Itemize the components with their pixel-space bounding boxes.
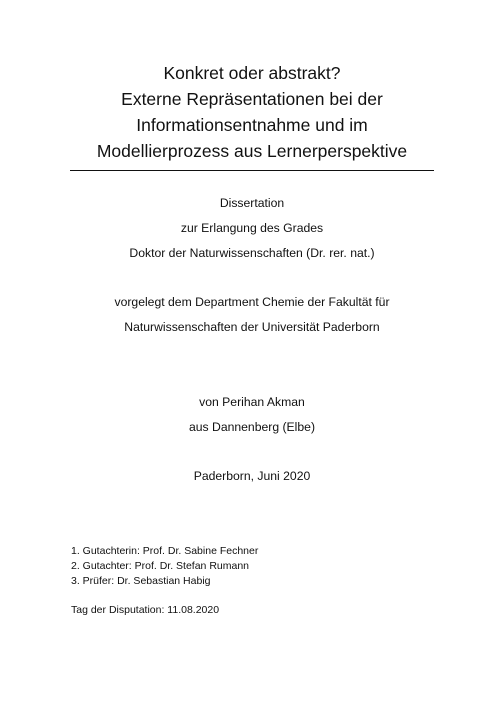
- reviewer-1: 1. Gutachterin: Prof. Dr. Sabine Fechner: [71, 545, 259, 557]
- author-origin: aus Dannenberg (Elbe): [188, 420, 316, 434]
- degree-name: Doktor der Naturwissenschaften (Dr. rer. nat.): [129, 246, 375, 260]
- title-line-3: Informationsentnahme und im: [136, 115, 368, 135]
- title-divider: [70, 170, 434, 171]
- title-line-1: Konkret oder abstrakt?: [163, 63, 341, 83]
- disputation-date: Tag der Disputation: 11.08.2020: [71, 604, 220, 616]
- reviewer-2: 2. Gutachter: Prof. Dr. Stefan Rumann: [71, 560, 250, 572]
- submission-line-1: vorgelegt dem Department Chemie der Fakultät für: [114, 295, 390, 309]
- submission-line-2: Naturwissenschaften der Universität Paderborn: [124, 320, 380, 334]
- title-line-4: Modellierprozess aus Lernerperspektive: [96, 141, 408, 161]
- title-line-2: Externe Repräsentationen bei der: [121, 89, 383, 109]
- dissertation-label: Dissertation: [219, 196, 285, 210]
- reviewer-3: 3. Prüfer: Dr. Sebastian Habig: [71, 575, 211, 587]
- author-name: von Perihan Akman: [199, 395, 305, 409]
- degree-purpose: zur Erlangung des Grades: [180, 221, 324, 235]
- dissertation-title: [60, 60, 444, 164]
- place-and-date: Paderborn, Juni 2020: [193, 469, 311, 483]
